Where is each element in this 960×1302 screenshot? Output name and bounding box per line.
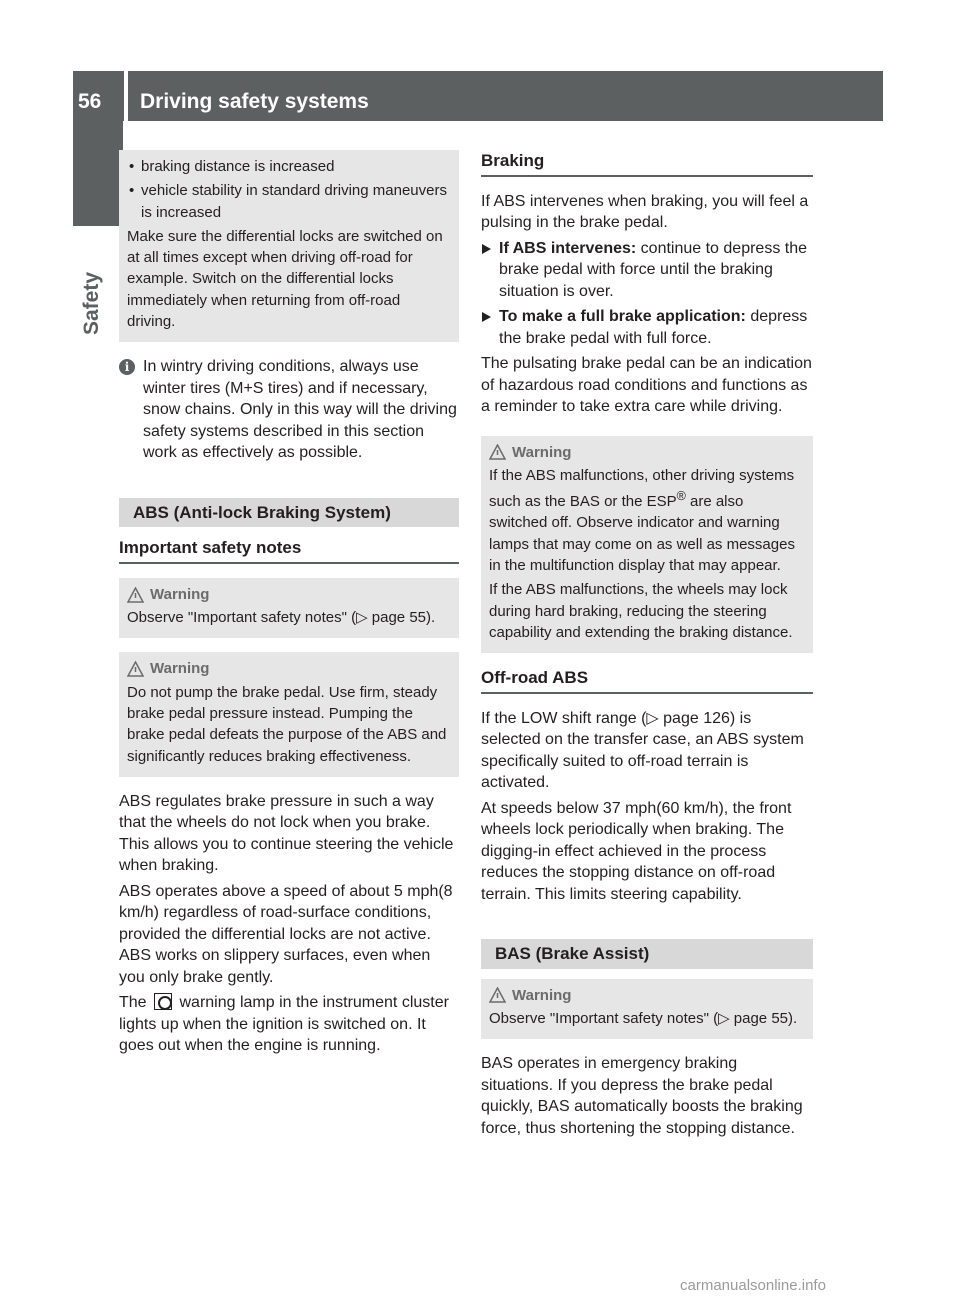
warning-triangle-icon: [127, 587, 144, 603]
warning-box: [119, 578, 459, 639]
body-paragraph: At speeds below 37 mph(60 km/h), the front wheels lock periodically when braking. The digging-in effect achieved in the process reduces the stopping distance on off-road terrain. This limits steering capability.: [481, 799, 792, 903]
body-paragraph: BAS operates in emergency braking situations. If you depress the brake pedal quickly, BAS automatically boosts the braking force, thus shortening the stopping distance.: [481, 1055, 803, 1137]
section-heading-bas: BAS (Brake Assist): [481, 939, 813, 969]
box-text: Make sure the differential locks are switched on at all times except when driving off-road for example. Switch on the differential locks immediately when returning from off-road driving.: [127, 227, 443, 331]
warning-title: Warning: [489, 442, 805, 463]
bullet-item: • braking distance is increased: [127, 156, 451, 177]
body-paragraph: If ABS intervenes when braking, you will feel a pulsing in the brake pedal.: [481, 192, 809, 231]
info-icon: i: [119, 359, 135, 375]
warning-title: Warning: [127, 658, 451, 679]
warning-text: If the ABS malfunctions, other driving systems such as the BAS or the ESP® are also switched off. Observe indicator and warning lamps that may come on as well as messages in the multifunction display that may appear.: [489, 466, 795, 574]
continuation-box: [119, 150, 459, 342]
body-paragraph: The pulsating brake pedal can be an indication of hazardous road conditions and functions as a reminder to take extra care while driving.: [481, 355, 812, 415]
left-column: [119, 150, 459, 1061]
warning-box: [481, 979, 813, 1040]
body-paragraph: ABS operates above a speed of about 5 mph(8 km/h) regardless of road-surface conditions, provided the differential locks are not active. ABS works on slippery surfaces, even when you only brake gently.: [119, 882, 453, 986]
warning-text: If the ABS malfunctions, the wheels may lock during hard braking, reducing the steering capability and extending the braking distance.: [489, 581, 793, 641]
header-divider: [124, 71, 128, 121]
warning-text: Do not pump the brake pedal. Use firm, steady brake pedal pressure instead. Pumping the brake pedal defeats the purpose of the ABS and significantly reduces braking effectiveness.: [127, 683, 447, 765]
warning-triangle-icon: [489, 444, 506, 460]
body-paragraph: The warning lamp in the instrument cluster lights up when the ignition is switched on. It goes out when the engine is running.: [119, 994, 449, 1055]
subheading-important-safety: Important safety notes: [119, 537, 459, 564]
page-number: 56: [78, 90, 102, 113]
side-tab-label: Safety: [80, 271, 103, 335]
subheading-offroad-abs: Off-road ABS: [481, 667, 813, 694]
info-note: [119, 356, 459, 464]
warning-triangle-icon: [127, 661, 144, 677]
warning-box: [119, 652, 459, 776]
side-tab-block: [73, 121, 123, 226]
section-heading-abs: ABS (Anti-lock Braking System): [119, 498, 459, 528]
abs-warning-lamp-icon: [154, 993, 172, 1010]
body-paragraph: ABS regulates brake pressure in such a way that the wheels do not lock when you brake. This allows you to continue steering the vehicle when braking.: [119, 792, 454, 875]
warning-title: Warning: [489, 985, 805, 1006]
watermark: carmanualsonline.info: [680, 1277, 826, 1294]
subheading-braking: Braking: [481, 150, 813, 177]
page-title: Driving safety systems: [140, 90, 369, 113]
info-note-text: In wintry driving conditions, always use winter tires (M+S tires) and if necessary, snow chains. Only in this way will the driving safety systems described in this section work as effectively as possible.: [143, 358, 457, 462]
warning-box: [481, 436, 813, 654]
right-column: [481, 150, 813, 1143]
warning-triangle-icon: [489, 987, 506, 1003]
instruction-step: To make a full brake application: depress the brake pedal with full force.: [481, 306, 813, 349]
warning-text: Observe "Important safety notes" (▷ page 55).: [127, 609, 436, 627]
instruction-step: If ABS intervenes: continue to depress the brake pedal with force until the braking situation is over.: [481, 238, 813, 303]
warning-title: Warning: [127, 584, 451, 605]
body-paragraph: If the LOW shift range (▷ page 126) is selected on the transfer case, an ABS system specifically suited to off-road terrain is activated.: [481, 709, 804, 792]
bullet-item: • vehicle stability in standard driving maneuvers is increased: [127, 180, 451, 223]
warning-text: Observe "Important safety notes" (▷ page 55).: [489, 1009, 798, 1027]
